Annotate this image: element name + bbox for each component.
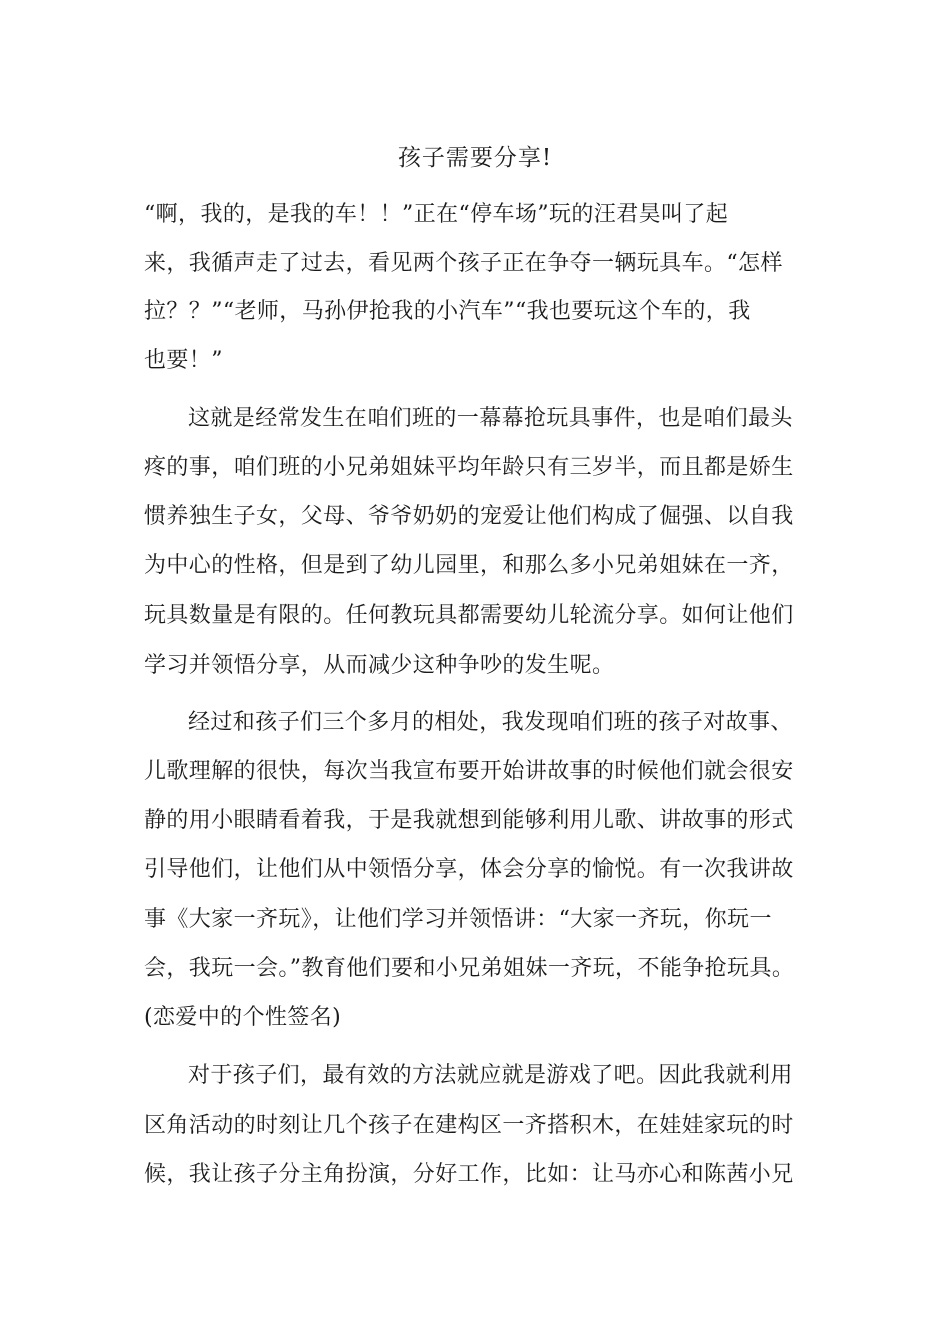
text-line: 为中心的性格，但是到了幼儿园里，和那么多小兄弟姐妹在一齐，	[144, 553, 794, 578]
text-line: 来，我循声走了过去，看见两个孩子正在争夺一辆玩具车。“怎样	[144, 251, 783, 276]
text-line: 引导他们，让他们从中领悟分享，体会分享的愉悦。有一次我讲故	[144, 857, 794, 882]
text-line: (恋爱中的个性签名)	[144, 1005, 342, 1030]
text-line: 惯养独生子女，父母、爷爷奶奶的宠爱让他们构成了倔强、以自我	[144, 504, 794, 529]
text-line: 玩具数量是有限的。任何教玩具都需要幼儿轮流分享。如何让他们	[144, 603, 794, 628]
text-line: 儿歌理解的很快，每次当我宣布要开始讲故事的时候他们就会很安	[144, 759, 794, 784]
text-line: 也要！”	[144, 348, 223, 373]
text-line: 会，我玩一会。”教育他们要和小兄弟姐妹一齐玩，不能争抢玩具。	[144, 956, 795, 981]
text-line: 事《大家一齐玩》，让他们学习并领悟讲：“大家一齐玩，你玩一	[144, 907, 772, 932]
text-line: 静的用小眼睛看着我，于是我就想到能够利用儿歌、讲故事的形式	[144, 808, 794, 833]
text-line: 区角活动的时刻让几个孩子在建构区一齐搭积木，在娃娃家玩的时	[144, 1113, 794, 1138]
text-line: 这就是经常发生在咱们班的一幕幕抢玩具事件，也是咱们最头	[188, 406, 793, 431]
text-line: 拉？？”“老师，马孙伊抢我的小汽车”“我也要玩这个车的，我	[144, 299, 751, 324]
text-line: 学习并领悟分享，从而减少这种争吵的发生呢。	[144, 653, 615, 678]
text-line: 对于孩子们，最有效的方法就应就是游戏了吧。因此我就利用	[188, 1063, 793, 1088]
text-line: “啊，我的，是我的车！！”正在“停车场”玩的汪君昊叫了起	[144, 202, 729, 227]
document-title: 孩子需要分享!	[397, 145, 553, 171]
text-line: 经过和孩子们三个多月的相处，我发现咱们班的孩子对故事、	[188, 710, 793, 735]
text-line: 疼的事，咱们班的小兄弟姐妹平均年龄只有三岁半，而且都是娇生	[144, 455, 794, 480]
text-line: 候，我让孩子分主角扮演，分好工作，比如：让马亦心和陈茜小兄	[144, 1162, 794, 1187]
